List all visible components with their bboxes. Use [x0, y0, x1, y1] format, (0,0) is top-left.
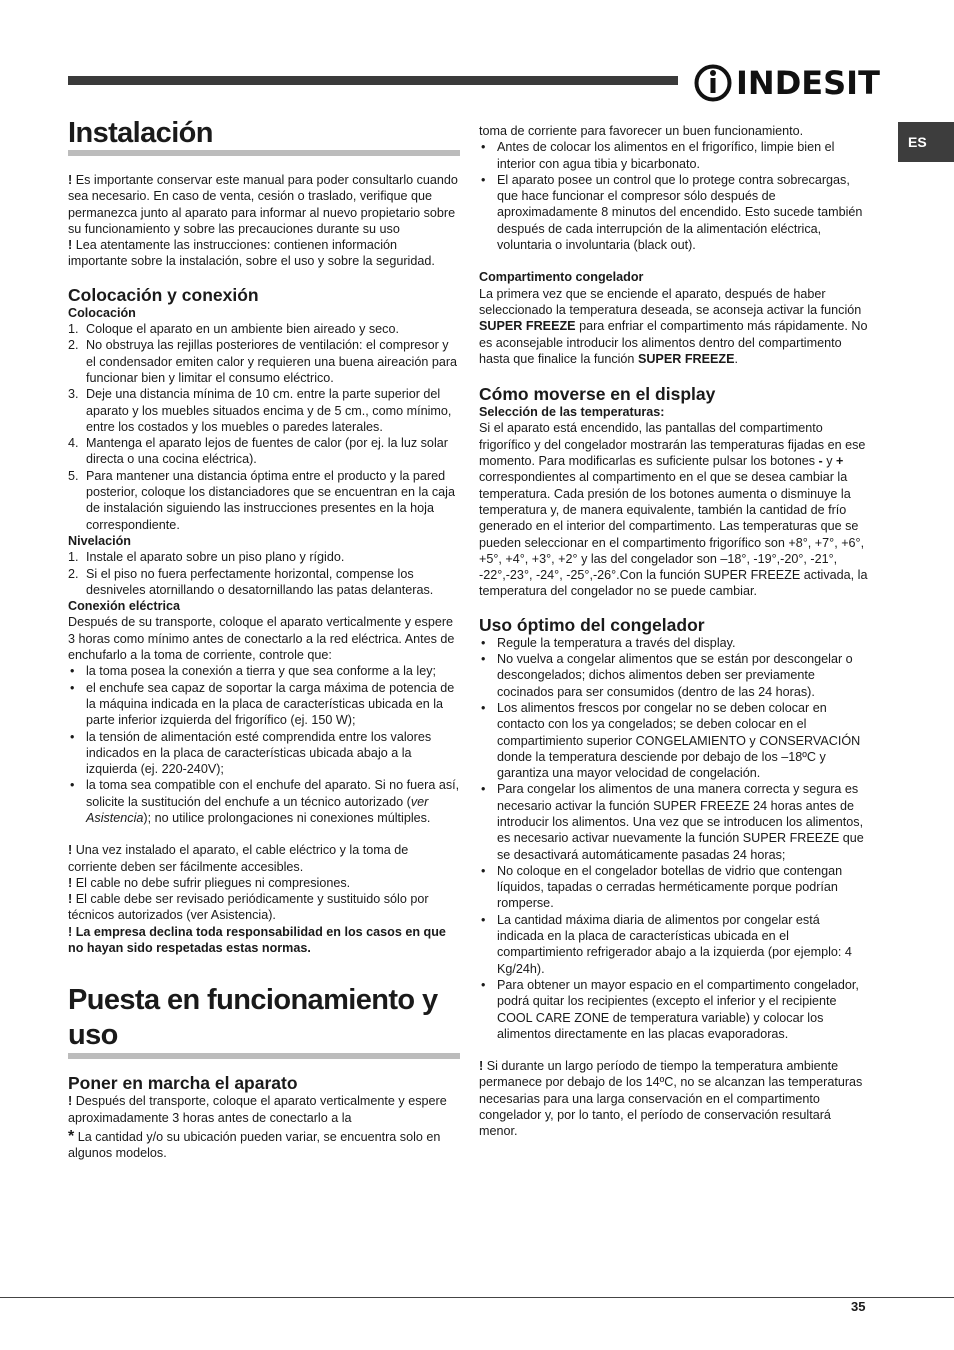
list-item: • No coloque en el congelador botellas de vidrio que contengan líquidos, tapadas o cerradas herméticamente porque podrían romperse. — [481, 863, 843, 911]
warning-2: ! El cable no debe sufrir pliegues ni compresiones. — [68, 875, 351, 890]
brand-name: INDESIT — [736, 64, 880, 102]
electric-checklist — [68, 663, 460, 826]
list-item: • el enchufe sea capaz de soportar la carga máxima de potencia de la máquina indicada en la placa de características ubicada en la parte inferior izquierda del frigorífico (ej. 150 W); — [70, 680, 455, 728]
warning-3: ! El cable debe ser revisado periódicamente y sustituido sólo por técnicos autorizados (ver Asistencia). — [68, 892, 429, 923]
leveling-list — [68, 549, 460, 598]
list-item: 4. Mantenga el aparato lejos de fuentes de calor (por ej. la luz solar directa o una cocina eléctrica). — [68, 436, 448, 467]
final-warning: ! Si durante un largo período de tiempo la temperatura ambiente permanece por debajo de los 14ºC, no se alcanzan las temperaturas necesarias para una larga conservación en el compartimento congelador y, por lo tanto, el período de conservación resultará menor. — [479, 1059, 863, 1139]
display-heading: Cómo moverse en el display — [479, 384, 716, 405]
freezer-text: La primera vez que se enciende el aparato, después de haber seleccionado la temperatura deseada, se aconseja activar la función SUPER FREEZE para enfriar el compartimento más rápidamente. No es aconsejable introducir los alimentos dentro del compartimento hasta que finalice la función SUPER FREEZE. — [479, 286, 868, 366]
right-column — [479, 123, 869, 1140]
header-bar — [68, 76, 678, 85]
list-item: 1. Instale el aparato sobre un piso plano y rígido. — [68, 550, 345, 565]
left-column — [68, 116, 460, 1162]
electric-subheading: Conexión eléctrica — [68, 599, 180, 614]
language-tab: ES — [898, 122, 954, 162]
optimal-heading: Uso óptimo del congelador — [479, 614, 705, 635]
warning-1: ! Una vez instalado el aparato, el cable eléctrico y la toma de corriente deben ser fácilmente accesibles. — [68, 843, 409, 874]
warning-bold: ! La empresa declina toda responsabilidad en los casos en que no hayan sido respetadas estas normas. — [68, 924, 446, 956]
section-title-installation: Instalación — [68, 117, 213, 149]
placement-list — [68, 321, 460, 533]
list-item: 2. Si el piso no fuera perfectamente horizontal, compense los desniveles atornillando o desatornillando las patas delanteras. — [68, 566, 434, 597]
list-item: • Los alimentos frescos por congelar no se deben colocar en contacto con los ya congelados; se deben colocar en el compartimiento superior CONGELAMIENTO y CONSERVACIÓN donde la temperatura desciende por debajo de los –18ºC y garantiza una mayor velocidad de congelación. — [481, 700, 861, 781]
placement-subheading: Colocación — [68, 305, 136, 320]
list-item: • Para obtener un mayor espacio en el compartimento congelador, podrá quitar los recipientes (excepto el inferior y el recipiente COOL CARE ZONE de temperatura variable) y colocar los alimentos directamente en las placas evaporadoras. — [481, 977, 859, 1041]
footer-rule — [0, 1297, 954, 1298]
display-text: Si el aparato está encendido, las pantallas del compartimento frigorífico y del congelador mostrarán las temperaturas fijadas en ese momento. Para modificarlas es suficiente pulsar los botones - y + correspondientes al compartimento en el que se desea cambiar la temperatura. Cada presión de los botones aumenta o disminuye la temperatura y, de manera equivalente, también la cantidad de frío generado en el interior del compartimento. Las temperaturas que se pueden seleccionar en el compartimento frigorífico son +8°, +7°, +6°, +5°, +4°, +3°, +2° y las del congelador son –18°, -19°,-20°, -21°, -22°,-23°, -24°, -25°,-26°.Con la función SUPER FREEZE activada, la temperatura del congelador no se puede cambiar. — [479, 421, 868, 599]
list-item: • Para congelar los alimentos de una manera correcta y segura es necesario activar la función SUPER FREEZE 24 horas antes de introducir los alimentos. Una vez que se introducen los alimentos, es necesario activar nuevamente la función SUPER FREEZE que se desactivará automáticamente pasadas 24 horas; — [481, 782, 864, 862]
list-item: • la toma sea compatible con el enchufe del aparato. Si no fuera así, solicite la sustitución del enchufe a un técnico autorizado (ver Asistencia); no utilice prolongaciones ni conexiones múltiples. — [70, 778, 460, 825]
intro-note-1: ! Es importante conservar este manual para poder consultarlo cuando sea necesario. En caso de venta, cesión o traslado, verifique que permanezca junto al aparato para informar al nuevo propietario sobre su funcionamiento y sobre las precauciones durante su uso — [68, 173, 458, 236]
freezer-subheading: Compartimento congelador — [479, 270, 644, 285]
electric-intro: Después de su transporte, coloque el aparato verticalmente y espere 3 horas como mínimo antes de conectarlo a la red eléctrica. Antes de enchufarlo a la toma de corriente, controle que: — [68, 615, 455, 663]
continued-text: toma de corriente para favorecer un buen funcionamiento. — [479, 124, 804, 138]
list-item: • la tensión de alimentación esté comprendida entre los valores indicados en la placa de características ubicada abajo a la izquierda (ej. 220-240V); — [70, 729, 432, 777]
list-item: • No vuelva a congelar alimentos que se están por descongelar o descongelados; dichos alimentos deben ser previamente cocinados para ser consumidos (dentro de las 24 horas). — [481, 652, 853, 699]
list-item: • Antes de colocar los alimentos en el frigorífico, limpie bien el interior con agua tibia y bicarbonato. — [481, 140, 835, 171]
leveling-subheading: Nivelación — [68, 533, 131, 548]
list-item: 5. Para mantener una distancia óptima entre el producto y la pared posterior, coloque los distanciadores que se encuentran en la caja de instalación siguiendo las instrucciones presentes en la hoja correspondiente. — [68, 468, 455, 532]
list-item: • Regule la temperatura a través del display. — [481, 635, 736, 650]
start-heading: Poner en marcha el aparato — [68, 1073, 298, 1094]
list-item: • La cantidad máxima diaria de alimentos por congelar está indicada en la placa de características ubicada en el compartimiento refrigerador abajo a la izquierda (por ejemplo: 4 Kg/24h). — [481, 912, 852, 976]
list-item: • El aparato posee un control que lo protege contra sobrecargas, que hace funcionar el compresor sólo después de aproximadamente 8 minutos del encendido. Esto sucede también después de cada interrupción de la alimentación eléctrica, voluntaria o involuntaria (black out). — [481, 172, 863, 253]
display-subheading: Selección de las temperaturas: — [479, 405, 665, 420]
indesit-logo-icon — [694, 61, 732, 105]
page-number: 35 — [851, 1299, 866, 1314]
section-title-startup: Puesta en funcionamiento y uso — [68, 984, 438, 1052]
list-item: 1. Coloque el aparato en un ambiente bien aireado y seco. — [68, 322, 399, 337]
list-item: 3. Deje una distancia mínima de 10 cm. entre la parte superior del aparato y los muebles situados encima y de 5 cm., como mínimo, entre los costados y los muebles o paredes laterales. — [68, 387, 452, 434]
intro-note-2: ! Lea atentamente las instrucciones: contienen información importante sobre la instalación, sobre el uso y sobre la seguridad. — [68, 238, 435, 269]
indesit-logo — [694, 60, 880, 106]
startup-list — [479, 139, 869, 253]
list-item: 2. No obstruya las rejillas posteriores de ventilación: el compresor y el condensador emiten calor y requieren una buena aireación para funcionar bien y limitar el consumo eléctrico. — [68, 338, 458, 385]
list-item: • la toma posea la conexión a tierra y que sea conforme a la ley; — [70, 664, 437, 679]
optimal-list — [479, 635, 869, 1042]
footnote: * La cantidad y/o su ubicación pueden variar, se encuentra solo en algunos modelos. — [68, 1127, 441, 1161]
start-text: ! Después del transporte, coloque el aparato verticalmente y espere aproximadamente 3 horas antes de conectarlo a la — [68, 1094, 447, 1125]
placement-heading: Colocación y conexión — [68, 284, 259, 305]
